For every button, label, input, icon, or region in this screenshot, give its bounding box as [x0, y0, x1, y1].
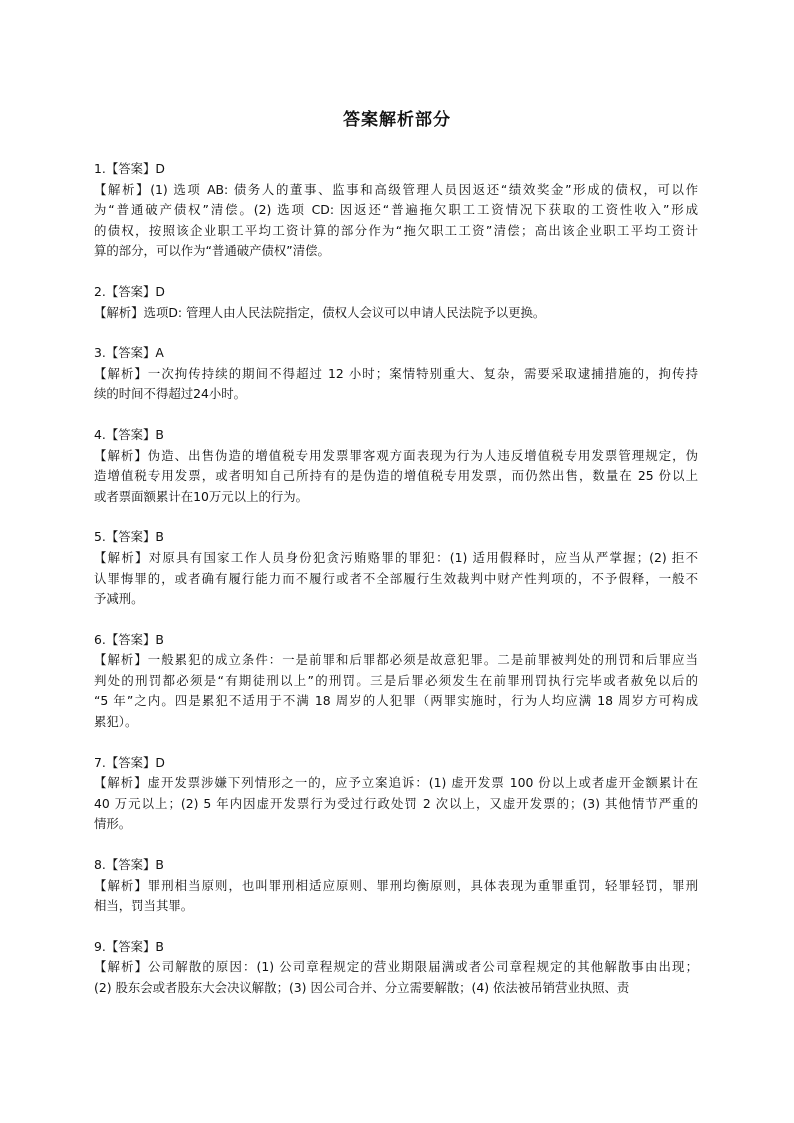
analysis-line: 累犯）。 [94, 714, 138, 730]
analysis-line: 续的时间不得超过24小时。 [94, 386, 247, 402]
answer-heading: 4.【答案】B [94, 426, 164, 442]
analysis-line: 造增值税专用发票，或者明知自己所持有的是伪造的增值税专用发票，而仍然出售，数量在 25 份以上 [94, 468, 698, 484]
analysis-line: 判处的刑罚都必须是“有期徒刑以上”的刑罚。三是后罪必须发生在前罪刑罚执行完毕或者赦免以后的 [94, 672, 698, 688]
answer-item [94, 753, 698, 835]
answer-heading: 1.【答案】D [94, 161, 165, 176]
analysis-line: 40 万元以上；(2) 5 年内因虚开发票行为受过行政处罚 2 次以上，又虚开发票的；(3) 其他情节严重的 [94, 795, 698, 811]
analysis-line: 【解析】(1) 选项 AB: 债务人的董事、监事和高级管理人员因返还“绩效奖金”形成的债权，可以作 [94, 181, 698, 197]
analysis-line: 【解析】对原具有国家工作人员身份犯贪污贿赂罪的罪犯：(1) 适用假释时，应当从严掌握；(2) 拒不 [94, 549, 698, 565]
analysis-line: (2) 股东会或者股东大会决议解散；(3) 因公司合并、分立需要解散；(4) 依法被吊销营业执照、责 [94, 980, 630, 995]
analysis-line: 【解析】伪造、出售伪造的增值税专用发票罪客观方面表现为行为人违反增值税专用发票管理规定，伪 [94, 447, 698, 463]
answer-heading: 5.【答案】B [94, 529, 164, 545]
analysis-line: 【解析】选项D: 管理人由人民法院指定，债权人会议可以申请人民法院予以更换。 [94, 304, 546, 320]
analysis-line: 的债权，按照该企业职工平均工资计算的部分作为“拖欠职工工资”清偿；高出该企业职工平均工资计 [94, 222, 698, 238]
analysis-line: 【解析】虚开发票涉嫌下列情形之一的，应予立案追诉：(1) 虚开发票 100 份以上或者虚开金额累计在 [94, 775, 698, 791]
answer-heading: 2.【答案】D [94, 283, 165, 299]
page-title: 答案解析部分 [343, 110, 451, 130]
answer-item [94, 855, 698, 917]
answer-heading: 7.【答案】D [94, 754, 165, 770]
analysis-line: 或者票面额累计在10万元以上的行为。 [94, 488, 309, 504]
analysis-line: 予减刑。 [94, 591, 144, 607]
analysis-line: 【解析】一次拘传持续的期间不得超过 12 小时；案情特别重大、复杂，需要采取逮捕措施的，拘传持 [94, 365, 698, 381]
answer-item [94, 343, 698, 405]
analysis-line: 为“普通破产债权”清偿。(2) 选项 CD: 因返还“普遍拖欠职工工资情况下获取的工资性收入”形成 [94, 202, 698, 218]
analysis-line: 【解析】罪刑相当原则，也叫罪刑相适应原则、罪刑均衡原则，具体表现为重罪重罚，轻罪轻罚，罪刑 [94, 877, 698, 893]
answer-item [94, 159, 698, 262]
answer-list [94, 159, 698, 1019]
answer-heading: 9.【答案】B [94, 938, 164, 954]
answer-heading: 8.【答案】B [94, 857, 164, 873]
answer-heading: 3.【答案】A [94, 345, 164, 361]
answer-item [94, 630, 698, 733]
analysis-line: “5 年”之内。四是累犯不适用于不满 18 周岁的人犯罪（两罪实施时，行为人均应满 18 周岁方可构成 [94, 693, 698, 709]
analysis-line: 相当，罚当其罪。 [94, 898, 194, 914]
analysis-line: 【解析】一般累犯的成立条件：一是前罪和后罪都必须是故意犯罪。二是前罪被判处的刑罚和后罪应当 [94, 652, 698, 668]
answer-item [94, 282, 698, 323]
answer-item [94, 527, 698, 609]
answer-item [94, 937, 698, 999]
analysis-line: 【解析】公司解散的原因：(1) 公司章程规定的营业期限届满或者公司章程规定的其他解散事由出现； [94, 959, 698, 975]
analysis-line: 认罪悔罪的，或者确有履行能力而不履行或者不全部履行生效裁判中财产性判项的，不予假释，一般不 [94, 570, 698, 586]
answer-item [94, 425, 698, 507]
analysis-line: 情形。 [94, 816, 132, 832]
answer-heading: 6.【答案】B [94, 631, 164, 647]
analysis-line: 算的部分，可以作为“普通破产债权”清偿。 [94, 243, 330, 259]
